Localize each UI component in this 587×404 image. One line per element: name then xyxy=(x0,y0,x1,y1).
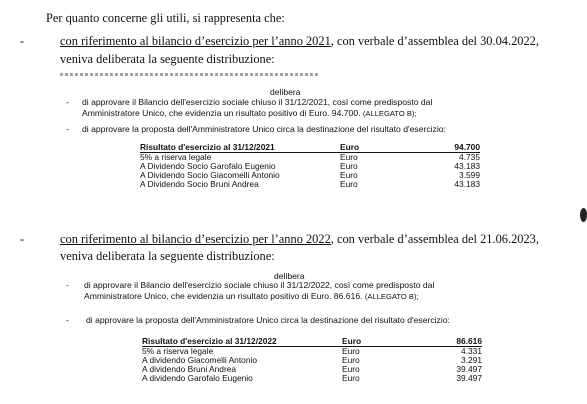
table-cell: 39.497 xyxy=(456,373,482,383)
table-cell: 43.183 xyxy=(454,161,480,171)
section-heading xyxy=(60,232,539,247)
heading-rest: , con verbale d’assemblea del 21.06.2023, xyxy=(330,232,539,246)
table-cell: A Dividendo Socio Garofalo Eugenio xyxy=(140,161,276,171)
section-dash: - xyxy=(20,232,25,246)
approve-proposal-text: di approvare la proposta dell'Amministratore Unico circa la destinazione del risultato d'esercizio: xyxy=(82,124,446,134)
section-dash: - xyxy=(20,34,25,48)
table-cell: 43.183 xyxy=(454,179,480,189)
table-cell: A dividendo Bruni Andrea xyxy=(142,364,237,374)
reference-link: con riferimento al bilancio d’esercizio per l’anno 2022 xyxy=(60,232,331,246)
table-cell: Euro xyxy=(342,364,360,374)
table-cell: 3.291 xyxy=(461,355,482,365)
table-row xyxy=(142,374,482,383)
delibera-label: delibera xyxy=(274,271,305,281)
table-cell: 94.700 xyxy=(410,143,480,153)
approve-balance-text-2 xyxy=(84,291,419,301)
table-cell: Euro xyxy=(342,346,360,356)
table-cell: A dividendo Giacomelli Antonio xyxy=(142,355,257,365)
table-cell: 5% a riserva legale xyxy=(142,346,214,356)
table-cell: Euro xyxy=(342,337,412,347)
approve-balance-text: di approvare il Bilancio dell'esercizio sociale chiuso il 31/12/2022, così come predisposto dal xyxy=(84,280,435,290)
allegato-ref: (ALLEGATO B); xyxy=(362,109,417,118)
table-cell: Euro xyxy=(340,179,358,189)
results-table-2022 xyxy=(142,337,482,383)
approve-balance-result: Amministratore Unico, che evidenzia un risultato positivo di Euro. 94.700. xyxy=(82,108,361,118)
table-cell: Euro xyxy=(340,161,358,171)
table-cell: 5% a riserva legale xyxy=(140,152,212,162)
section-subheading: veniva deliberata la seguente distribuzione: xyxy=(60,249,275,263)
delibera-label: delibera xyxy=(270,87,301,97)
approve-balance-text-2 xyxy=(82,108,417,118)
table-cell: 3.599 xyxy=(459,170,480,180)
section-heading xyxy=(60,34,539,49)
table-row xyxy=(140,180,480,189)
table-cell: Euro xyxy=(342,373,360,383)
section-subheading: veniva deliberata la seguente distribuzione: xyxy=(60,52,275,66)
heading-rest: , con verbale d’assemblea del 30.04.2022, xyxy=(330,34,539,48)
table-cell: Euro xyxy=(342,355,360,365)
scan-artifact xyxy=(60,73,320,76)
table-cell: Euro xyxy=(340,152,358,162)
table-cell: 86.616 xyxy=(412,337,482,347)
table-cell: A Dividendo Socio Giacomelli Antonio xyxy=(140,170,280,180)
allegato-ref: (ALLEGATO B); xyxy=(364,292,419,301)
reference-link: con riferimento al bilancio d’esercizio per l’anno 2021 xyxy=(60,34,331,48)
bullet-dash: - xyxy=(66,280,69,290)
table-cell: Euro xyxy=(340,170,358,180)
table-cell: 39.497 xyxy=(456,364,482,374)
results-table-2021 xyxy=(140,143,480,189)
approve-balance-result: Amministratore Unico, che evidenzia un risultato positivo di Euro. 86.616. xyxy=(84,291,363,301)
table-cell: A Dividendo Socio Bruni Andrea xyxy=(140,179,259,189)
approve-balance-text: di approvare il Bilancio dell'esercizio sociale chiuso il 31/12/2021, così come predisposto dal xyxy=(82,97,433,107)
table-cell: Euro xyxy=(340,143,410,153)
table-cell: A dividendo Garofalo Eugenio xyxy=(142,373,253,383)
bullet-dash: - xyxy=(66,97,69,107)
intro-text: Per quanto concerne gli utili, si rappresenta che: xyxy=(46,11,285,25)
table-cell: 4.331 xyxy=(461,346,482,356)
approve-proposal-text: di approvare la proposta dell'Amministratore Unico circa la destinazione del risultato d'esercizio: xyxy=(86,315,450,325)
table-cell: 4.735 xyxy=(459,152,480,162)
scan-blot xyxy=(580,208,587,222)
table-cell: Risultato d'esercizio al 31/12/2021 xyxy=(140,143,340,153)
bullet-dash: - xyxy=(66,124,69,134)
table-cell: Risultato d'esercizio al 31/12/2022 xyxy=(142,337,342,347)
bullet-dash: - xyxy=(66,315,69,325)
